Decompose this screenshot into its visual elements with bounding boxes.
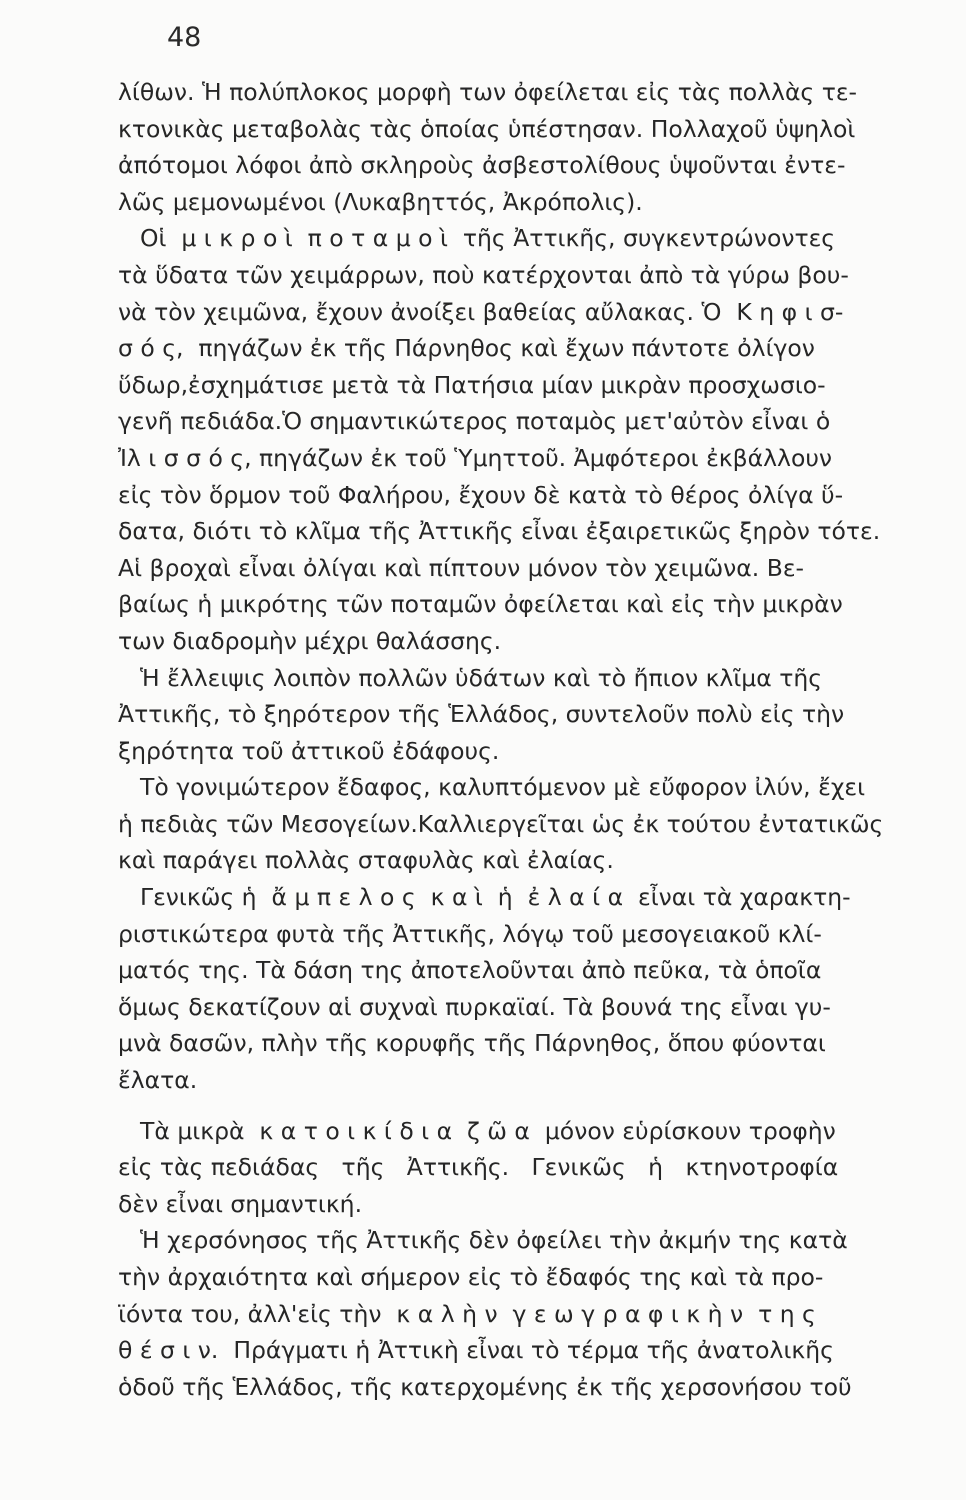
- paragraph-start-line: Τὰ μικρὰ κ α τ ο ι κ ί δ ι α ζ ῶ α μόνον εὑρίσκουν τροφὴν: [140, 1116, 836, 1145]
- text-line: νὰ τὸν χειμῶνα, ἔχουν ἀνοίξει βαθείας αὔλακας. Ὁ Κ η φ ι σ-: [118, 297, 844, 326]
- text-line: Ἰλ ι σ σ ό ς, πηγάζων ἐκ τοῦ Ὑμηττοῦ. Ἀμφότεροι ἐκβάλλουν: [118, 443, 833, 472]
- text-line: κτονικὰς μεταβολὰς τὰς ὁποίας ὑπέστησαν. Πολλαχοῦ ὑψηλοὶ: [118, 114, 856, 143]
- text-line: βαίως ἡ μικρότης τῶν ποταμῶν ὀφείλεται καὶ εἰς τὴν μικρὰν: [118, 590, 843, 619]
- paragraph-gap: [118, 1099, 943, 1113]
- text-line: εἰς τὰς πεδιάδας τῆς Ἀττικῆς. Γενικῶς ἡ κτηνοτροφία: [118, 1153, 839, 1182]
- text-line: γενῆ πεδιάδα.Ὁ σημαντικώτερος ποταμὸς μετ'αὐτὸν εἶναι ὁ: [118, 407, 831, 436]
- text-line: δατα, διότι τὸ κλῖμα τῆς Ἀττικῆς εἶναι ἐξαιρετικῶς ξηρὸν τότε.: [118, 517, 881, 546]
- text-line: σ ό ς, πηγάζων ἐκ τῆς Πάρνηθος καὶ ἔχων πάντοτε ὀλίγον: [118, 334, 815, 363]
- paragraph-start-line: Γενικῶς ἡ ἄ μ π ε λ ο ς κ α ὶ ἡ ἐ λ α ί α εἶναι τὰ χαρακτη-: [140, 883, 851, 912]
- text-line: δὲν εἶναι σημαντική.: [118, 1189, 363, 1218]
- paragraph-start-line: Τὸ γονιμώτερον ἔδαφος, καλυπτόμενον μὲ εὔφορον ἰλύν, ἔχει: [140, 773, 866, 802]
- text-line: ὕδωρ,ἐσχημάτισε μετὰ τὰ Πατήσια μίαν μικρὰν προσχωσιο-: [118, 370, 826, 399]
- text-line: λίθων. Ἡ πολύπλοκος μορφὴ των ὀφείλεται εἰς τὰς πολλὰς τε-: [118, 78, 858, 106]
- text-line: τὴν ἀρχαιότητα καὶ σήμερον εἰς τὸ ἔδαφός της καὶ τὰ προ-: [118, 1263, 824, 1291]
- text-line: ἔλατα.: [118, 1066, 198, 1095]
- text-line: ὁδοῦ τῆς Ἑλλάδος, τῆς κατερχομένης ἐκ τῆς χερσονήσου τοῦ: [118, 1372, 852, 1401]
- text-line: ἀπότομοι λόφοι ἀπὸ σκληροὺς ἀσβεστολίθους ὑψοῦνται ἐντε-: [118, 151, 846, 180]
- text-line: λῶς μεμονωμένοι (Λυκαβηττός, Ἀκρόπολις).: [118, 187, 643, 216]
- paragraph-start-line: Ἡ χερσόνησος τῆς Ἀττικῆς δὲν ὀφείλει τὴν ἀκμήν της κατὰ: [140, 1226, 848, 1255]
- text-line: καὶ παράγει πολλὰς σταφυλὰς καὶ ἐλαίας.: [118, 846, 614, 875]
- page-number: 48: [167, 22, 202, 53]
- text-line: Ἀττικῆς, τὸ ξηρότερον τῆς Ἑλλάδος, συντελοῦν πολὺ εἰς τὴν: [118, 700, 845, 729]
- text-line: ἡ πεδιὰς τῶν Μεσογείων.Καλλιεργεῖται ὡς ἐκ τούτου ἐντατικῶς: [118, 809, 884, 838]
- paragraph-start-line: Οἱ μ ι κ ρ ο ὶ π ο τ α μ ο ὶ τῆς Ἀττικῆς, συγκεντρώνοντες: [140, 224, 836, 253]
- text-line: Αἱ βροχαὶ εἶναι ὀλίγαι καὶ πίπτουν μόνον τὸν χειμῶνα. Βε-: [118, 553, 805, 582]
- text-line: εἰς τὸν ὅρμον τοῦ Φαλήρου, ἔχουν δὲ κατὰ τὸ θέρος ὀλίγα ὕ-: [118, 480, 844, 509]
- text-line: ϊόντα του, ἀλλ'εἰς τὴν κ α λ ὴ ν γ ε ω γ ρ α φ ι κ ὴ ν τ η ς: [118, 1299, 816, 1328]
- text-line: των διαδρομὴν μέχρι θαλάσσης.: [118, 626, 502, 655]
- body-text: [118, 74, 943, 1405]
- text-line: θ έ σ ι ν. Πράγματι ἡ Ἀττικὴ εἶναι τὸ τέρμα τῆς ἀνατολικῆς: [118, 1336, 834, 1365]
- text-line: ριστικώτερα φυτὰ τῆς Ἀττικῆς, λόγῳ τοῦ μεσογειακοῦ κλί-: [118, 919, 822, 948]
- text-line: ὅμως δεκατίζουν αἱ συχναὶ πυρκαϊαί. Τὰ βουνά της εἶναι γυ-: [118, 992, 831, 1021]
- text-line: ξηρότητα τοῦ ἀττικοῦ ἐδάφους.: [118, 736, 500, 765]
- text-line: ματός της. Τὰ δάση της ἀποτελοῦνται ἀπὸ πεῦκα, τὰ ὁποῖα: [118, 956, 822, 985]
- paragraph-start-line: Ἡ ἔλλειψις λοιπὸν πολλῶν ὑδάτων καὶ τὸ ἤπιον κλῖμα τῆς: [140, 663, 823, 692]
- text-line: τὰ ὕδατα τῶν χειμάρρων, ποὺ κατέρχονται ἀπὸ τὰ γύρω βου-: [118, 260, 849, 289]
- text-line: μνὰ δασῶν, πλὴν τῆς κορυφῆς τῆς Πάρνηθος, ὅπου φύονται: [118, 1029, 826, 1058]
